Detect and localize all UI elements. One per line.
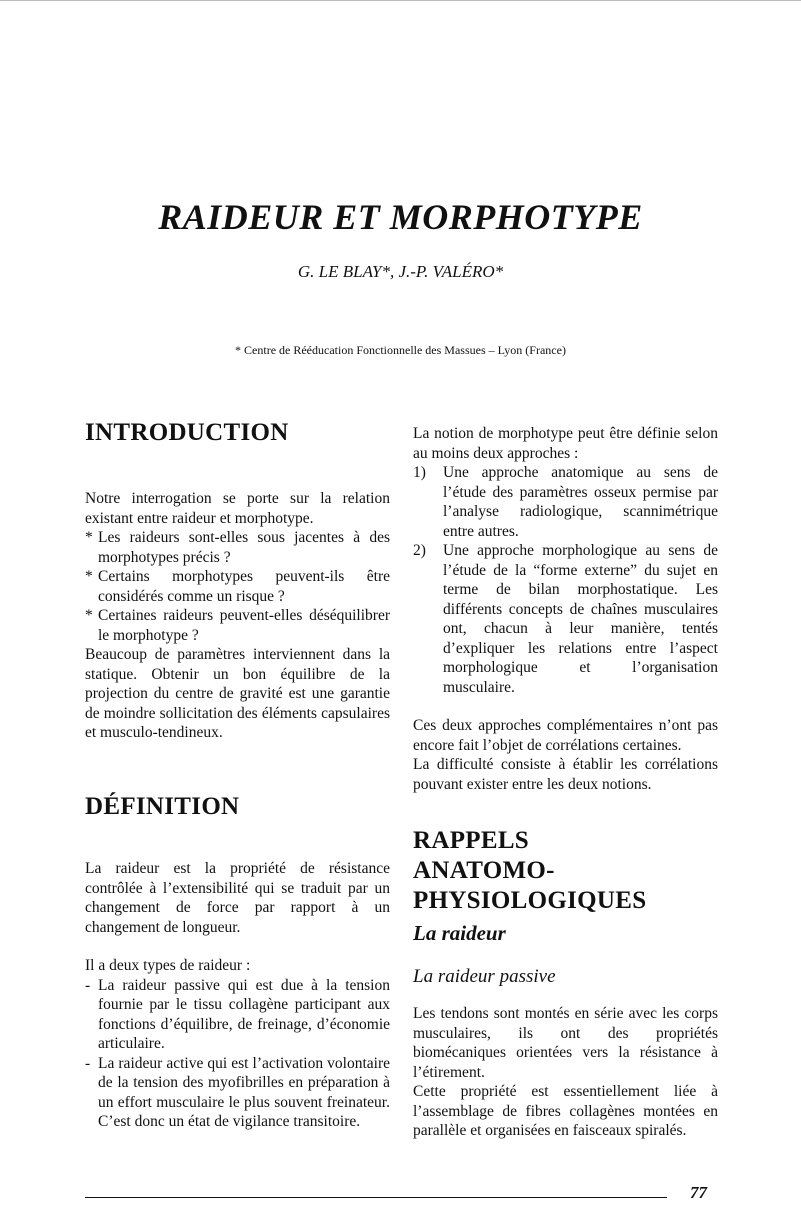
introduction-heading-block: [85, 418, 390, 448]
morphotype-paragraph: La notion de morphotype peut être définie selon au moins deux approches :: [413, 425, 718, 462]
article-title: RAIDEUR ET MORPHOTYPE: [158, 197, 643, 237]
list-item: * Les raideurs sont-elles sous jacentes à des morphotypes précis ?: [85, 528, 390, 567]
list-text: Une approche anatomique au sens de l’étude des paramètres osseux permise par l’analyse radiologique, scannimétrique entre autres.: [443, 464, 718, 540]
raideur-subheading: La raideur: [413, 921, 506, 945]
raideur-passive-subheading-block: [413, 965, 718, 989]
list-text: Une approche morphologique au sens de l’étude de la “forme externe” du sujet en terme de bilan morphostatique. Les différents concepts de chaînes musculaires ont, chacun à leur manière, tentés d’expliquer les relations entre l’aspect morphologique et l’organisation musculaire.: [443, 542, 718, 696]
morphotype-paragraph: Ces deux approches complémentaires n’ont pas encore fait l’objet de corrélations certaines.: [413, 717, 718, 754]
footer-rule: [85, 1197, 667, 1198]
rappels-heading: RAPPELS ANATOMO-PHYSIOLOGIQUES: [413, 827, 647, 914]
definition-heading: DÉFINITION: [85, 793, 240, 820]
question-list: [85, 528, 390, 645]
top-rule: [0, 0, 801, 1]
rappels-heading-block: [413, 826, 673, 916]
list-item: [413, 463, 718, 541]
list-item: [413, 541, 718, 697]
introduction-heading: INTRODUCTION: [85, 419, 289, 446]
list-item: - La raideur passive qui est due à la tension fournie par le tissu collagène participant aux fonctions d’équilibre, de freinage, d’économie articulaire.: [85, 976, 390, 1054]
affiliation: * Centre de Rééducation Fonctionnelle des Massues – Lyon (France): [235, 343, 566, 357]
list-item: - La raideur active qui est l’activation volontaire de la tension des myofibrilles en préparation à un effort musculaire le plus souvent freinateur. C’est donc un état de vigilance transitoire.: [85, 1054, 390, 1132]
definition-body: [85, 859, 390, 1132]
raideur-types-list: [85, 976, 390, 1132]
raideur-passive-subheading: La raideur passive: [413, 966, 556, 987]
introduction-paragraph: Notre interrogation se porte sur la relation existant entre raideur et morphotype.: [85, 490, 390, 527]
authors: G. LE BLAY*, J.-P. VALÉRO*: [297, 262, 504, 281]
rappels-paragraph: Cette propriété est essentiellement liée à l’assemblage de fibres collagènes montées en parallèle et organisées en faisceaux spiralés.: [413, 1083, 718, 1139]
introduction-body: [85, 489, 390, 743]
list-item: * Certains morphotypes peuvent-ils être considérés comme un risque ?: [85, 567, 390, 606]
rappels-body: [413, 1004, 718, 1141]
approaches-list: [413, 463, 718, 697]
list-number: 2): [413, 542, 426, 559]
list-item: * Certaines raideurs peuvent-elles déséquilibrer le morphotype ?: [85, 606, 390, 645]
morphotype-paragraph: La difficulté consiste à établir les corrélations pouvant exister entre les deux notions.: [413, 756, 718, 793]
definition-paragraph: Il a deux types de raideur :: [85, 957, 251, 974]
definition-heading-block: [85, 792, 390, 822]
rappels-paragraph: Les tendons sont montés en série avec les corps musculaires, ils ont des propriétés biomécaniques orientées vers la résistance à l’étirement.: [413, 1005, 718, 1081]
page-number: 77: [690, 1183, 707, 1202]
raideur-subheading-block: [413, 920, 718, 946]
introduction-paragraph: Beaucoup de paramètres interviennent dans la statique. Obtenir un bon équilibre de la projection du centre de gravité est une garantie de moindre sollicitation des éléments capsulaires et musculo-tendineux.: [85, 646, 390, 741]
list-number: 1): [413, 464, 426, 481]
definition-paragraph: La raideur est la propriété de résistance contrôlée à l’extensibilité qui se traduit par un changement de force par rapport à un changement de longueur.: [85, 860, 390, 936]
morphotype-body: [413, 424, 718, 794]
